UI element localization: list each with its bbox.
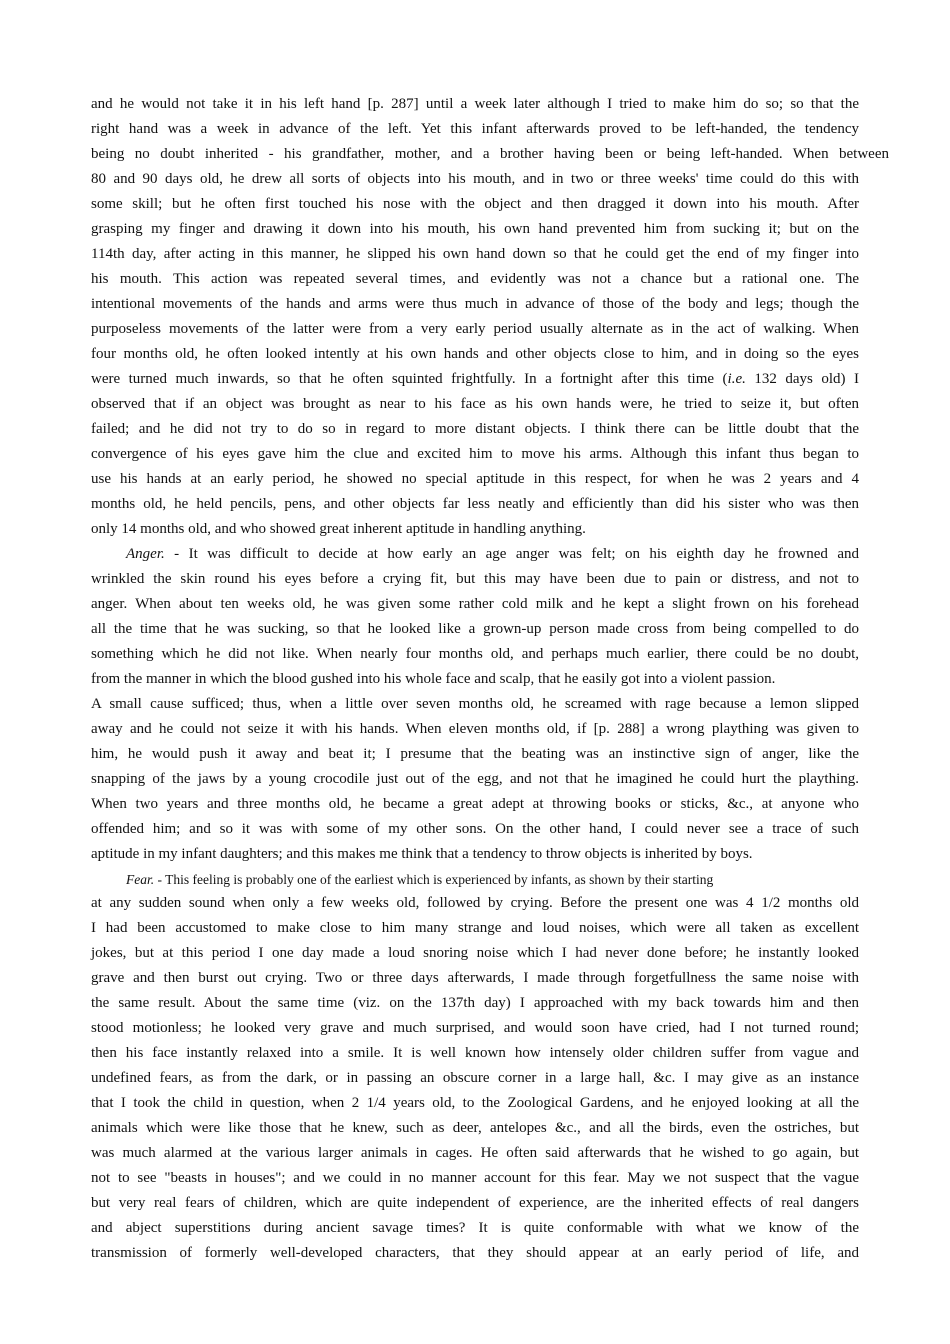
text-line: but very real fears of children, which are quite independent of experience, are the inherited effects of real dangers	[91, 1195, 859, 1211]
text-line: only 14 months old, and who showed great inherent aptitude in handling anything.	[91, 521, 586, 537]
text-line: was much alarmed at the various larger animals in cages. He often said afterwards that he wished to go again, but	[91, 1145, 859, 1161]
text-line: from the manner in which the blood gushed into his whole face and scalp, that he easily got into a violent passion.	[91, 671, 776, 687]
text-line: at any sudden sound when only a few weeks old, followed by crying. Before the present one was 4 1/2 months old	[91, 895, 859, 911]
text-line: him, he would push it away and beat it; I presume that the beating was an instinctive sign of anger, like the	[91, 746, 859, 762]
text-line: then his face instantly relaxed into a smile. It is well known how intensely older children suffer from vague and	[91, 1045, 859, 1061]
text-line: that I took the child in question, when 2 1/4 years old, to the Zoological Gardens, and he enjoyed looking at all the	[91, 1095, 859, 1111]
text-line: aptitude in my infant daughters; and this makes me think that a tendency to throw objects is inherited by boys.	[91, 846, 753, 862]
text-segment: 132 days old) I	[745, 371, 860, 387]
text-line: convergence of his eyes gave him the clue and excited him to move his arms. Although this infant thus began to	[91, 446, 859, 462]
text-line: animals which were like those that he knew, such as deer, antelopes &c., and all the birds, even the ostriches, but	[91, 1120, 859, 1136]
text-line: 80 and 90 days old, he drew all sorts of objects into his mouth, and in two or three weeks' time could do this with	[91, 171, 859, 187]
text-line: transmission of formerly well-developed characters, that they should appear at an early period of life, and	[91, 1245, 859, 1261]
section-heading-fear: Fear.	[126, 872, 155, 887]
text-line: 114th day, after acting in this manner, he slipped his own hand down so that he could get the end of my finger into	[91, 246, 859, 262]
text-line	[91, 367, 859, 392]
text-line: the same result. About the same time (viz. on the 137th day) I approached with my back towards him and then	[91, 995, 859, 1011]
text-line: away and he could not seize it with his hands. When eleven months old, if [p. 288] a wrong plaything was given to	[91, 721, 859, 737]
text-line: purposeless movements of the latter were from a very early period usually alternate as in the act of walking. When	[91, 321, 859, 337]
text-line: use his hands at an early period, he showed no special aptitude in this respect, for when he was 2 years and 4	[91, 471, 859, 487]
text-line: and he would not take it in his left hand [p. 287] until a week later although I tried to make him do so; so that the	[91, 96, 859, 112]
text-line: right hand was a week in advance of the left. Yet this infant afterwards proved to be left-handed, the tendency	[91, 121, 859, 137]
text-line: jokes, but at this period I one day made a loud snoring noise which I had never done before; he instantly looked	[91, 945, 859, 961]
text-line: undefined fears, as from the dark, or in passing an obscure corner in a large hall, &c. I may give as an instance	[91, 1070, 859, 1086]
text-line: not to see "beasts in houses"; and we could in no manner account for this fear. May we not suspect that the vague	[91, 1170, 859, 1186]
text-line: grasping my finger and drawing it down into his mouth, his own hand prevented him from sucking it; but on the	[91, 221, 859, 237]
text-line	[126, 867, 859, 892]
text-line: observed that if an object was brought as near to his face as his own hands were, he tried to seize it, but often	[91, 396, 859, 412]
text-line: months old, he held pencils, pens, and other objects far less neatly and efficiently than did his sister who was then	[91, 496, 859, 512]
text-line: When two years and three months old, he became a great adept at throwing books or sticks, &c., at anyone who	[91, 796, 859, 812]
text-line: offended him; and so it was with some of my other sons. On the other hand, I could never see a trace of such	[91, 821, 859, 837]
text-line: grave and then burst out crying. Two or three days afterwards, I made through forgetfullness the same noise with	[91, 970, 859, 986]
text-segment: - This feeling is probably one of the earliest which is experienced by infants, as shown by their starting	[154, 872, 714, 887]
text-line: something which he did not like. When nearly four months old, and perhaps much earlier, there could be no doubt,	[91, 646, 859, 662]
text-line	[126, 542, 859, 567]
text-line: stood motionless; he looked very grave and much surprised, and would soon have cried, had I not turned round;	[91, 1020, 859, 1036]
text-line: all the time that he was sucking, so that he looked like a grown-up person made cross from being compelled to do	[91, 621, 859, 637]
italic-abbreviation: i.e.	[727, 371, 746, 387]
text-segment: - It was difficult to decide at how early an age anger was felt; on his eighth day he frowned and	[164, 546, 859, 562]
text-line: and abject superstitions during ancient savage times? It is quite conformable with what we know of the	[91, 1220, 859, 1236]
text-line: snapping of the jaws by a young crocodile just out of the egg, and not that he imagined he could hurt the plaything.	[91, 771, 859, 787]
text-line: some skill; but he often first touched his nose with the object and then dragged it down into his mouth. After	[91, 196, 859, 212]
text-line: anger. When about ten weeks old, he was given some rather cold milk and he kept a slight frown on his forehead	[91, 596, 859, 612]
text-line: his mouth. This action was repeated several times, and evidently was not a chance but a rational one. The	[91, 271, 859, 287]
text-line: intentional movements of the hands and arms were thus much in advance of those of the body and legs; though the	[91, 296, 859, 312]
text-segment: were turned much inwards, so that he often squinted frightfully. In a fortnight after this time (	[91, 371, 728, 387]
text-line: failed; and he did not try to do so in regard to more distant objects. I think there can be little doubt that the	[91, 421, 859, 437]
text-line: A small cause sufficed; thus, when a little over seven months old, he screamed with rage because a lemon slipped	[91, 696, 859, 712]
text-line: wrinkled the skin round his eyes before a crying fit, but this may have been due to pain or distress, and not to	[91, 571, 859, 587]
section-heading-anger: Anger.	[126, 546, 165, 562]
text-line: being no doubt inherited - his grandfather, mother, and a brother having been or being left-handed. When between	[91, 146, 889, 162]
text-line: four months old, he often looked intently at his own hands and other objects close to him, and in doing so the eyes	[91, 346, 859, 362]
text-line: I had been accustomed to make close to him many strange and loud noises, which were all taken as excellent	[91, 920, 859, 936]
